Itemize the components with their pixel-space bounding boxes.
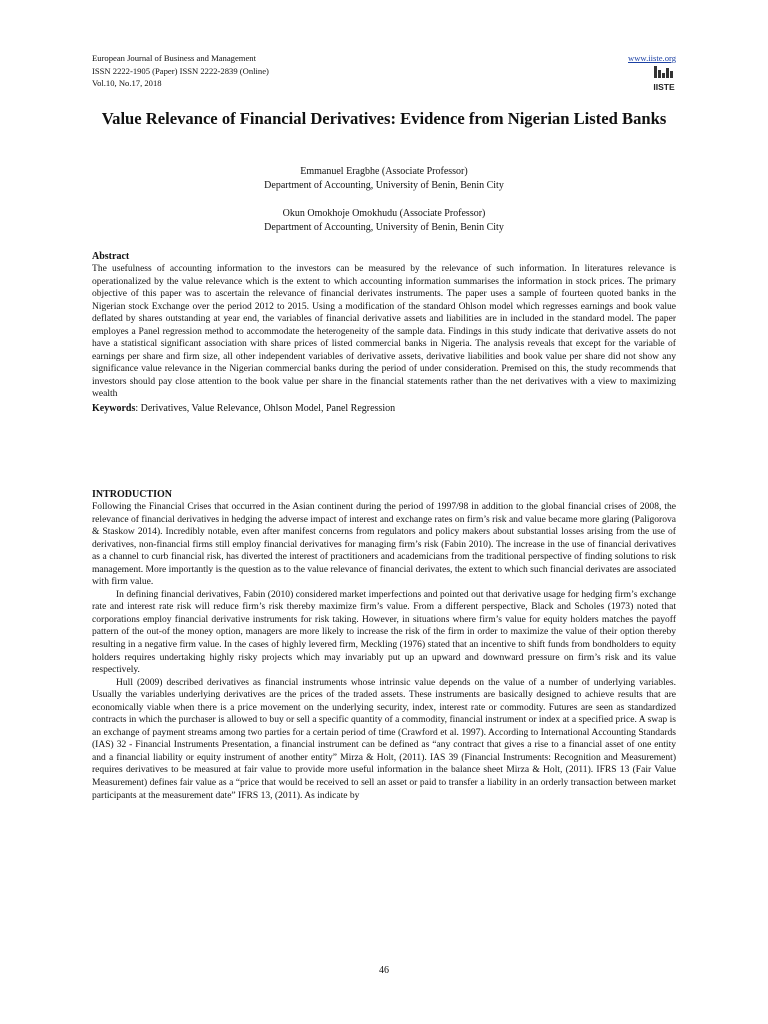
author-entry: [92, 207, 676, 234]
page-number: 46: [379, 965, 389, 976]
page-header: [92, 52, 676, 94]
keywords-line: [92, 402, 676, 415]
author-list: [92, 165, 676, 234]
author-name: Emmanuel Eragbhe (Associate Professor): [300, 166, 468, 177]
journal-name: European Journal of Business and Management: [92, 53, 256, 63]
body-paragraph: Following the Financial Crises that occurred in the Asian continent during the period of 1997/98 in addition to the global financial crises of 2008, the relevance of financial derivatives in hedging the adverse impact of interest and exchange rates on firm’s risk and value became more glaring (Paligorova & Staskow 2014). Incredibly notable, even after manifest concerns from regulators and policy makers about substantial losses arising from the use of derivatives, non-financial firms still employ financial derivatives for managing firm’s risk (Fabin 2010). The increase in the use of financial derivatives as a channel to curb financial risk, has diverted the interest of practitioners and academicians from the traditional perspective of finding solutions to risk management. More importantly is the question as to the value relevance of financial derivates, the extent to which such financial derivates are associated with firm value.: [92, 501, 676, 588]
abstract-text: The usefulness of accounting information to the investors can be measured by the relevance of such information. In literatures relevance is operationalized by the value relevance which is the extent to which accounting information summarises the information in stock prices. The primary objective of this paper was to ascertain the relevance of financial derivates instruments. The paper uses a sample of fourteen quoted banks in the Nigerian stock Exchange over the period 2012 to 2015. Using a modification of the standard Ohlson model which regresses earnings and book value deflated by shares outstanding at year end, the variables of financial derivative assets and liabilities are in included in the standard model. The paper employes a Panel regression method to accommodate the heterogeneity of the sample data. Findings in this study indicate that derivative assets do not have a statistical significant association with share prices of listed commercial banks in Nigeria. The analysis reveals that except for the variable of earnings per share and firm size, all other independent variables of derivative assets, derivative liabilities and book value per share did not show any significance value relevance in the Nigerian commercial banks during the period of under consideration. Premised on this, the study recommends that investors should pay close attention to the book value per share in the financial statements rather than the net derivatives with a view to maximizing wealth: [92, 263, 676, 400]
logo-text: IISTE: [653, 82, 675, 92]
introduction-heading: INTRODUCTION: [92, 489, 173, 500]
body-paragraph: Hull (2009) described derivatives as financial instruments whose intrinsic value depends on the value of a number of underlying variables. Usually the variables underlying derivatives are the prices of the traded assets. These instruments are basically designed to achieve results that are economically viable when there is a price movement on the underlying security, index, interest rate or commodity. Futures are seen as standardized contracts in which the purchaser is allowed to buy or sell a specific quantity of a commodity, financial instrument or index at a specified price. A swap is an exchange of payment streams among two parties for a certain period of time (Crawford et al. 1997). According to International Accounting Standards (IAS) 32 - Financial Instruments Presentation, a financial instrument can be defined as “any contract that gives a rise to a financial asset of one entity and a financial liability or equity instrument of another entity” Mirza & Holt, (2011). IAS 39 (Financial Instruments: Recognition and Measurement) requires derivatives to be measured at fair value to provide more useful information in the balance sheet Mirza & Holt, (2011). IFRS 13 (Fair Value Measurement) defines fair value as a “price that would be received to sell an asset or paid to transfer a liability in an orderly transaction between market participants at the measurement date” IFRS 13, (2011). As indicate by: [92, 676, 676, 801]
keywords-label: Keywords: [92, 403, 136, 415]
journal-issn: ISSN 2222-1905 (Paper) ISSN 2222-2839 (Online): [92, 65, 269, 76]
body-paragraph: In defining financial derivatives, Fabin (2010) considered market imperfections and pointed out that derivative usage for hedging firm’s exchange rate and interest rate risk will reduce firm’s risk thereby maximize firm’s value. From a different perspective, Black and Scholes (1973) noted that corporations employ financial derivative instruments for risk taking. However, in situations where firm’s value for equity holders matches the payoff pattern of the out-of the money option, managers are more likely to increase the risk of the firm in order to maximize the value of their option thereby resulting in a negative firm value. In the cases of highly levered firm, Meckling (1976) stated that an incentive to shift funds from bondholders to equity holders requires undertaking highly risky projects which may invariably put up an upward and downward pressure on firm’s risk and its value respectively.: [92, 588, 676, 676]
author-entry: [92, 165, 676, 192]
abstract-section: [92, 250, 676, 415]
iiste-logo: [652, 66, 676, 94]
iiste-logo-icon: [652, 66, 676, 94]
author-affiliation: Department of Accounting, University of Benin, Benin City: [264, 179, 504, 191]
author-name: Okun Omokhoje Omokhudu (Associate Professor): [282, 208, 486, 219]
keywords-text: : Derivatives, Value Relevance, Ohlson Model, Panel Regression: [135, 403, 396, 415]
abstract-heading: Abstract: [92, 251, 130, 262]
journal-volume: Vol.10, No.17, 2018: [92, 78, 162, 88]
journal-url-link[interactable]: www.iiste.org: [628, 53, 676, 63]
introduction-section: [92, 488, 676, 802]
author-affiliation: Department of Accounting, University of Benin, Benin City: [264, 221, 504, 233]
paper-title: Value Relevance of Financial Derivatives: Evidence from Nigerian Listed Banks: [101, 109, 667, 128]
